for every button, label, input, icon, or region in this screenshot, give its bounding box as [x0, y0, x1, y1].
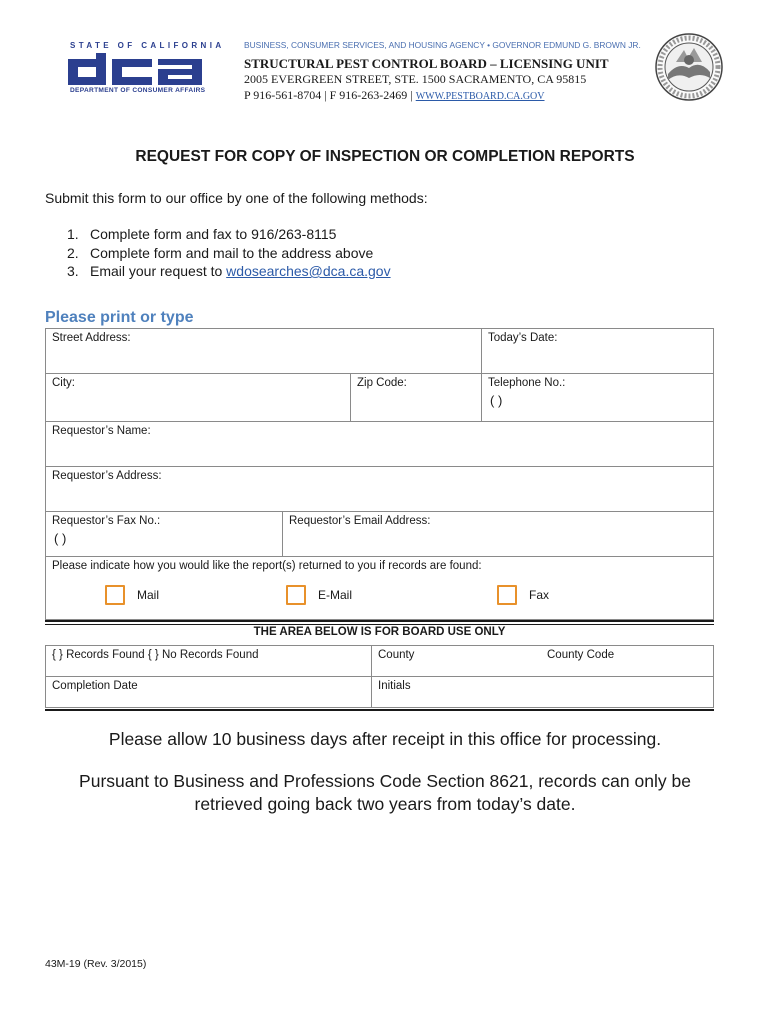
requestor-email-label: Requestor’s Email Address:	[289, 515, 431, 527]
board-use-top-rule-thin	[45, 624, 714, 625]
telephone-field[interactable]	[481, 373, 714, 422]
code-section-note	[0, 770, 770, 816]
code-note-line-2: retrieved going back two years from today’s date.	[194, 794, 576, 814]
zip-code-label: Zip Code:	[357, 377, 407, 389]
street-address-field[interactable]	[45, 328, 482, 374]
city-field[interactable]	[45, 373, 351, 422]
todays-date-field[interactable]	[481, 328, 714, 374]
mail-checkbox[interactable]	[105, 585, 125, 605]
mail-option-label: Mail	[137, 588, 160, 602]
completion-date-label: Completion Date	[52, 680, 138, 692]
return-method-prompt: Please indicate how you would like the report(s) returned to you if records are found:	[52, 560, 482, 572]
email-link[interactable]: wdosearches@dca.ca.gov	[226, 263, 391, 279]
processing-note: Please allow 10 business days after receipt in this office for processing.	[108, 729, 662, 749]
agency-label: BUSINESS, CONSUMER SERVICES, AND HOUSING AGENCY • GOVERNOR EDMUND G. BROWN JR.	[244, 40, 641, 50]
records-found-field[interactable]	[45, 645, 372, 677]
email-checkbox[interactable]	[286, 585, 306, 605]
state-of-california-label: STATE OF CALIFORNIA	[70, 41, 225, 50]
telephone-area-code: ( )	[490, 393, 503, 408]
email-option-label: E-Mail	[318, 588, 353, 602]
form-title: REQUEST FOR COPY OF INSPECTION OR COMPLETION REPORTS	[135, 148, 635, 165]
street-address-label: Street Address:	[52, 332, 131, 344]
requestor-email-field[interactable]	[282, 511, 714, 557]
submission-methods-list	[67, 225, 391, 281]
records-found-label: { } Records Found { } No Records Found	[52, 649, 259, 661]
county-label: County	[378, 649, 415, 661]
board-address: 2005 EVERGREEN STREET, STE. 1500 SACRAMENTO, CA 95815	[244, 72, 587, 86]
initials-label: Initials	[378, 680, 411, 692]
county-field[interactable]	[371, 645, 714, 677]
board-name: STRUCTURAL PEST CONTROL BOARD – LICENSING UNIT	[244, 56, 609, 71]
city-label: City:	[52, 377, 75, 389]
requestor-fax-label: Requestor’s Fax No.:	[52, 515, 161, 527]
department-label: DEPARTMENT OF CONSUMER AFFAIRS	[70, 87, 206, 94]
fax-checkbox[interactable]	[497, 585, 517, 605]
board-phone-fax	[244, 88, 545, 103]
zip-code-field[interactable]	[350, 373, 482, 422]
telephone-label: Telephone No.:	[488, 377, 566, 389]
method-mail: 2. Complete form and mail to the address above	[67, 244, 374, 261]
requestor-address-field[interactable]	[45, 466, 714, 512]
print-or-type-heading: Please print or type	[45, 309, 194, 326]
method-email: 3. Email your request to wdosearches@dca.ca.gov	[67, 263, 391, 279]
return-method-section	[45, 556, 714, 620]
requestor-name-field[interactable]	[45, 421, 714, 467]
board-use-top-rule	[45, 620, 714, 622]
form-revision-code: 43M-19 (Rev. 3/2015)	[45, 958, 147, 970]
dca-logo	[68, 53, 210, 90]
requestor-address-label: Requestor’s Address:	[52, 470, 162, 482]
california-seal-icon	[654, 32, 724, 102]
fax-area-code: ( )	[54, 531, 67, 546]
phone-fax-text: P 916-561-8704 | F 916-263-2469 |	[244, 88, 413, 102]
initials-field[interactable]	[371, 676, 714, 708]
county-code-label: County Code	[547, 649, 615, 661]
board-use-heading: THE AREA BELOW IS FOR BOARD USE ONLY	[253, 626, 506, 638]
todays-date-label: Today’s Date:	[488, 332, 558, 344]
method-fax: 1. Complete form and fax to 916/263-8115	[67, 226, 337, 242]
fax-option-label: Fax	[529, 588, 550, 602]
code-note-line-1: Pursuant to Business and Professions Code Section 8621, records can only be	[79, 771, 691, 791]
submit-instruction: Submit this form to our office by one of the following methods:	[45, 190, 428, 206]
requestor-fax-field[interactable]	[45, 511, 283, 557]
board-use-bottom-rule	[45, 709, 714, 711]
completion-date-field[interactable]	[45, 676, 372, 708]
website-link[interactable]: WWW.PESTBOARD.CA.GOV	[415, 91, 545, 102]
requestor-name-label: Requestor’s Name:	[52, 425, 151, 437]
